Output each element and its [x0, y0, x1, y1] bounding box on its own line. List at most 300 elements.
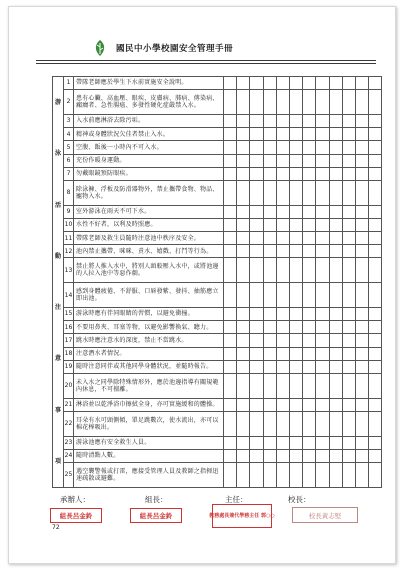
- check-cell[interactable]: [276, 114, 289, 127]
- check-cell[interactable]: [342, 90, 355, 115]
- check-cell[interactable]: [355, 347, 368, 360]
- check-cell[interactable]: [250, 398, 263, 411]
- check-cell[interactable]: [303, 321, 316, 334]
- check-cell[interactable]: [329, 77, 342, 90]
- check-cell[interactable]: [303, 360, 316, 373]
- check-cell[interactable]: [224, 347, 237, 360]
- check-cell[interactable]: [342, 114, 355, 127]
- check-cell[interactable]: [316, 334, 329, 347]
- check-cell[interactable]: [355, 77, 368, 90]
- check-cell[interactable]: [263, 449, 276, 462]
- check-cell[interactable]: [250, 360, 263, 373]
- check-cell[interactable]: [263, 258, 276, 283]
- check-cell[interactable]: [276, 128, 289, 141]
- check-cell[interactable]: [303, 141, 316, 154]
- check-cell[interactable]: [289, 308, 302, 321]
- check-cell[interactable]: [224, 232, 237, 245]
- check-cell[interactable]: [237, 114, 250, 127]
- check-cell[interactable]: [263, 334, 276, 347]
- check-cell[interactable]: [289, 232, 302, 245]
- check-cell[interactable]: [250, 154, 263, 167]
- check-cell[interactable]: [276, 463, 289, 488]
- check-cell[interactable]: [303, 90, 316, 115]
- check-cell[interactable]: [303, 232, 316, 245]
- check-cell[interactable]: [263, 321, 276, 334]
- check-cell[interactable]: [329, 167, 342, 180]
- check-cell[interactable]: [369, 308, 382, 321]
- check-cell[interactable]: [355, 411, 368, 436]
- check-cell[interactable]: [237, 436, 250, 449]
- check-cell[interactable]: [276, 449, 289, 462]
- check-cell[interactable]: [342, 167, 355, 180]
- check-cell[interactable]: [250, 128, 263, 141]
- check-cell[interactable]: [303, 373, 316, 398]
- check-cell[interactable]: [237, 463, 250, 488]
- check-cell[interactable]: [355, 258, 368, 283]
- check-cell[interactable]: [316, 205, 329, 218]
- check-cell[interactable]: [237, 258, 250, 283]
- check-cell[interactable]: [303, 436, 316, 449]
- check-cell[interactable]: [276, 180, 289, 205]
- check-cell[interactable]: [303, 398, 316, 411]
- check-cell[interactable]: [369, 77, 382, 90]
- check-cell[interactable]: [276, 308, 289, 321]
- check-cell[interactable]: [250, 141, 263, 154]
- check-cell[interactable]: [369, 321, 382, 334]
- check-cell[interactable]: [355, 463, 368, 488]
- check-cell[interactable]: [329, 373, 342, 398]
- check-cell[interactable]: [369, 283, 382, 308]
- check-cell[interactable]: [276, 167, 289, 180]
- check-cell[interactable]: [303, 463, 316, 488]
- check-cell[interactable]: [329, 347, 342, 360]
- check-cell[interactable]: [355, 180, 368, 205]
- check-cell[interactable]: [303, 283, 316, 308]
- check-cell[interactable]: [237, 90, 250, 115]
- check-cell[interactable]: [316, 258, 329, 283]
- check-cell[interactable]: [342, 232, 355, 245]
- check-cell[interactable]: [342, 141, 355, 154]
- check-cell[interactable]: [237, 321, 250, 334]
- check-cell[interactable]: [316, 114, 329, 127]
- check-cell[interactable]: [263, 205, 276, 218]
- check-cell[interactable]: [342, 154, 355, 167]
- check-cell[interactable]: [237, 232, 250, 245]
- check-cell[interactable]: [250, 218, 263, 231]
- check-cell[interactable]: [355, 449, 368, 462]
- check-cell[interactable]: [303, 114, 316, 127]
- check-cell[interactable]: [329, 180, 342, 205]
- check-cell[interactable]: [237, 245, 250, 258]
- check-cell[interactable]: [303, 258, 316, 283]
- check-cell[interactable]: [329, 308, 342, 321]
- check-cell[interactable]: [342, 360, 355, 373]
- check-cell[interactable]: [224, 167, 237, 180]
- check-cell[interactable]: [263, 141, 276, 154]
- check-cell[interactable]: [329, 411, 342, 436]
- check-cell[interactable]: [250, 245, 263, 258]
- check-cell[interactable]: [237, 334, 250, 347]
- check-cell[interactable]: [276, 77, 289, 90]
- check-cell[interactable]: [263, 411, 276, 436]
- check-cell[interactable]: [250, 167, 263, 180]
- check-cell[interactable]: [237, 180, 250, 205]
- check-cell[interactable]: [355, 360, 368, 373]
- check-cell[interactable]: [289, 245, 302, 258]
- check-cell[interactable]: [369, 167, 382, 180]
- check-cell[interactable]: [263, 463, 276, 488]
- check-cell[interactable]: [289, 347, 302, 360]
- check-cell[interactable]: [289, 141, 302, 154]
- check-cell[interactable]: [250, 436, 263, 449]
- check-cell[interactable]: [355, 141, 368, 154]
- check-cell[interactable]: [316, 167, 329, 180]
- check-cell[interactable]: [329, 90, 342, 115]
- check-cell[interactable]: [329, 360, 342, 373]
- check-cell[interactable]: [224, 128, 237, 141]
- check-cell[interactable]: [276, 436, 289, 449]
- check-cell[interactable]: [316, 308, 329, 321]
- check-cell[interactable]: [289, 258, 302, 283]
- check-cell[interactable]: [263, 308, 276, 321]
- check-cell[interactable]: [250, 114, 263, 127]
- check-cell[interactable]: [289, 321, 302, 334]
- check-cell[interactable]: [250, 321, 263, 334]
- check-cell[interactable]: [316, 245, 329, 258]
- check-cell[interactable]: [289, 436, 302, 449]
- check-cell[interactable]: [263, 436, 276, 449]
- check-cell[interactable]: [369, 360, 382, 373]
- check-cell[interactable]: [329, 218, 342, 231]
- check-cell[interactable]: [263, 154, 276, 167]
- check-cell[interactable]: [250, 347, 263, 360]
- check-cell[interactable]: [329, 141, 342, 154]
- check-cell[interactable]: [224, 436, 237, 449]
- check-cell[interactable]: [224, 398, 237, 411]
- check-cell[interactable]: [369, 347, 382, 360]
- check-cell[interactable]: [369, 154, 382, 167]
- check-cell[interactable]: [276, 283, 289, 308]
- check-cell[interactable]: [289, 463, 302, 488]
- check-cell[interactable]: [316, 347, 329, 360]
- check-cell[interactable]: [289, 449, 302, 462]
- check-cell[interactable]: [342, 128, 355, 141]
- check-cell[interactable]: [250, 232, 263, 245]
- check-cell[interactable]: [342, 436, 355, 449]
- check-cell[interactable]: [329, 245, 342, 258]
- check-cell[interactable]: [250, 411, 263, 436]
- check-cell[interactable]: [289, 373, 302, 398]
- check-cell[interactable]: [355, 205, 368, 218]
- check-cell[interactable]: [224, 114, 237, 127]
- check-cell[interactable]: [369, 398, 382, 411]
- check-cell[interactable]: [316, 218, 329, 231]
- check-cell[interactable]: [355, 398, 368, 411]
- check-cell[interactable]: [369, 114, 382, 127]
- check-cell[interactable]: [316, 398, 329, 411]
- check-cell[interactable]: [237, 411, 250, 436]
- check-cell[interactable]: [224, 218, 237, 231]
- check-cell[interactable]: [329, 154, 342, 167]
- check-cell[interactable]: [289, 180, 302, 205]
- check-cell[interactable]: [224, 411, 237, 436]
- check-cell[interactable]: [263, 167, 276, 180]
- check-cell[interactable]: [355, 308, 368, 321]
- check-cell[interactable]: [342, 373, 355, 398]
- check-cell[interactable]: [250, 449, 263, 462]
- check-cell[interactable]: [342, 308, 355, 321]
- check-cell[interactable]: [369, 258, 382, 283]
- check-cell[interactable]: [342, 77, 355, 90]
- check-cell[interactable]: [263, 360, 276, 373]
- check-cell[interactable]: [289, 154, 302, 167]
- check-cell[interactable]: [250, 205, 263, 218]
- check-cell[interactable]: [224, 321, 237, 334]
- check-cell[interactable]: [276, 334, 289, 347]
- check-cell[interactable]: [316, 154, 329, 167]
- check-cell[interactable]: [289, 90, 302, 115]
- check-cell[interactable]: [263, 398, 276, 411]
- check-cell[interactable]: [276, 232, 289, 245]
- check-cell[interactable]: [237, 167, 250, 180]
- check-cell[interactable]: [369, 463, 382, 488]
- check-cell[interactable]: [303, 205, 316, 218]
- check-cell[interactable]: [329, 205, 342, 218]
- check-cell[interactable]: [316, 77, 329, 90]
- check-cell[interactable]: [224, 360, 237, 373]
- check-cell[interactable]: [276, 398, 289, 411]
- check-cell[interactable]: [316, 90, 329, 115]
- check-cell[interactable]: [355, 334, 368, 347]
- check-cell[interactable]: [316, 283, 329, 308]
- check-cell[interactable]: [276, 258, 289, 283]
- check-cell[interactable]: [303, 334, 316, 347]
- check-cell[interactable]: [369, 128, 382, 141]
- check-cell[interactable]: [342, 449, 355, 462]
- check-cell[interactable]: [250, 334, 263, 347]
- check-cell[interactable]: [369, 232, 382, 245]
- check-cell[interactable]: [303, 308, 316, 321]
- check-cell[interactable]: [263, 128, 276, 141]
- check-cell[interactable]: [342, 180, 355, 205]
- check-cell[interactable]: [355, 167, 368, 180]
- check-cell[interactable]: [369, 449, 382, 462]
- check-cell[interactable]: [289, 77, 302, 90]
- check-cell[interactable]: [276, 218, 289, 231]
- check-cell[interactable]: [355, 232, 368, 245]
- check-cell[interactable]: [263, 283, 276, 308]
- check-cell[interactable]: [224, 463, 237, 488]
- check-cell[interactable]: [237, 373, 250, 398]
- check-cell[interactable]: [342, 321, 355, 334]
- check-cell[interactable]: [355, 436, 368, 449]
- check-cell[interactable]: [303, 180, 316, 205]
- check-cell[interactable]: [276, 321, 289, 334]
- check-cell[interactable]: [250, 90, 263, 115]
- check-cell[interactable]: [289, 398, 302, 411]
- check-cell[interactable]: [355, 218, 368, 231]
- check-cell[interactable]: [369, 334, 382, 347]
- check-cell[interactable]: [289, 114, 302, 127]
- check-cell[interactable]: [369, 218, 382, 231]
- check-cell[interactable]: [289, 411, 302, 436]
- check-cell[interactable]: [355, 128, 368, 141]
- check-cell[interactable]: [237, 205, 250, 218]
- check-cell[interactable]: [303, 128, 316, 141]
- check-cell[interactable]: [369, 411, 382, 436]
- check-cell[interactable]: [224, 90, 237, 115]
- check-cell[interactable]: [369, 141, 382, 154]
- check-cell[interactable]: [250, 77, 263, 90]
- check-cell[interactable]: [355, 245, 368, 258]
- check-cell[interactable]: [263, 218, 276, 231]
- check-cell[interactable]: [355, 154, 368, 167]
- check-cell[interactable]: [342, 398, 355, 411]
- check-cell[interactable]: [329, 114, 342, 127]
- check-cell[interactable]: [276, 360, 289, 373]
- check-cell[interactable]: [329, 283, 342, 308]
- check-cell[interactable]: [289, 218, 302, 231]
- check-cell[interactable]: [369, 436, 382, 449]
- check-cell[interactable]: [369, 90, 382, 115]
- check-cell[interactable]: [303, 77, 316, 90]
- check-cell[interactable]: [342, 205, 355, 218]
- check-cell[interactable]: [316, 232, 329, 245]
- check-cell[interactable]: [329, 258, 342, 283]
- check-cell[interactable]: [263, 77, 276, 90]
- check-cell[interactable]: [237, 449, 250, 462]
- check-cell[interactable]: [329, 128, 342, 141]
- check-cell[interactable]: [329, 334, 342, 347]
- check-cell[interactable]: [289, 360, 302, 373]
- check-cell[interactable]: [276, 154, 289, 167]
- check-cell[interactable]: [369, 245, 382, 258]
- check-cell[interactable]: [316, 373, 329, 398]
- check-cell[interactable]: [355, 283, 368, 308]
- check-cell[interactable]: [263, 180, 276, 205]
- check-cell[interactable]: [316, 128, 329, 141]
- check-cell[interactable]: [355, 90, 368, 115]
- check-cell[interactable]: [316, 180, 329, 205]
- check-cell[interactable]: [224, 180, 237, 205]
- check-cell[interactable]: [263, 347, 276, 360]
- check-cell[interactable]: [316, 321, 329, 334]
- check-cell[interactable]: [237, 154, 250, 167]
- check-cell[interactable]: [276, 347, 289, 360]
- check-cell[interactable]: [303, 218, 316, 231]
- check-cell[interactable]: [237, 347, 250, 360]
- check-cell[interactable]: [237, 128, 250, 141]
- check-cell[interactable]: [316, 411, 329, 436]
- check-cell[interactable]: [276, 141, 289, 154]
- check-cell[interactable]: [250, 258, 263, 283]
- check-cell[interactable]: [316, 436, 329, 449]
- check-cell[interactable]: [289, 128, 302, 141]
- check-cell[interactable]: [237, 141, 250, 154]
- check-cell[interactable]: [289, 283, 302, 308]
- check-cell[interactable]: [369, 180, 382, 205]
- check-cell[interactable]: [289, 167, 302, 180]
- check-cell[interactable]: [237, 77, 250, 90]
- check-cell[interactable]: [342, 334, 355, 347]
- check-cell[interactable]: [342, 258, 355, 283]
- check-cell[interactable]: [355, 373, 368, 398]
- check-cell[interactable]: [329, 232, 342, 245]
- check-cell[interactable]: [263, 373, 276, 398]
- check-cell[interactable]: [276, 373, 289, 398]
- check-cell[interactable]: [263, 245, 276, 258]
- check-cell[interactable]: [224, 373, 237, 398]
- check-cell[interactable]: [224, 77, 237, 90]
- check-cell[interactable]: [276, 205, 289, 218]
- check-cell[interactable]: [224, 334, 237, 347]
- check-cell[interactable]: [303, 347, 316, 360]
- check-cell[interactable]: [276, 245, 289, 258]
- check-cell[interactable]: [224, 141, 237, 154]
- check-cell[interactable]: [276, 90, 289, 115]
- check-cell[interactable]: [263, 114, 276, 127]
- check-cell[interactable]: [303, 449, 316, 462]
- check-cell[interactable]: [316, 449, 329, 462]
- check-cell[interactable]: [224, 205, 237, 218]
- check-cell[interactable]: [316, 463, 329, 488]
- check-cell[interactable]: [303, 154, 316, 167]
- check-cell[interactable]: [316, 141, 329, 154]
- check-cell[interactable]: [250, 180, 263, 205]
- check-cell[interactable]: [342, 218, 355, 231]
- check-cell[interactable]: [342, 463, 355, 488]
- check-cell[interactable]: [342, 411, 355, 436]
- check-cell[interactable]: [237, 308, 250, 321]
- check-cell[interactable]: [329, 436, 342, 449]
- check-cell[interactable]: [237, 360, 250, 373]
- check-cell[interactable]: [224, 308, 237, 321]
- check-cell[interactable]: [224, 283, 237, 308]
- check-cell[interactable]: [303, 411, 316, 436]
- check-cell[interactable]: [342, 347, 355, 360]
- check-cell[interactable]: [342, 245, 355, 258]
- check-cell[interactable]: [342, 283, 355, 308]
- check-cell[interactable]: [250, 283, 263, 308]
- check-cell[interactable]: [224, 245, 237, 258]
- check-cell[interactable]: [250, 308, 263, 321]
- check-cell[interactable]: [250, 463, 263, 488]
- check-cell[interactable]: [329, 398, 342, 411]
- check-cell[interactable]: [250, 373, 263, 398]
- check-cell[interactable]: [303, 167, 316, 180]
- check-cell[interactable]: [263, 90, 276, 115]
- check-cell[interactable]: [224, 154, 237, 167]
- check-cell[interactable]: [289, 334, 302, 347]
- check-cell[interactable]: [329, 321, 342, 334]
- check-cell[interactable]: [329, 463, 342, 488]
- check-cell[interactable]: [329, 449, 342, 462]
- check-cell[interactable]: [224, 258, 237, 283]
- check-cell[interactable]: [369, 205, 382, 218]
- check-cell[interactable]: [316, 360, 329, 373]
- check-cell[interactable]: [303, 245, 316, 258]
- check-cell[interactable]: [355, 321, 368, 334]
- check-cell[interactable]: [369, 373, 382, 398]
- check-cell[interactable]: [237, 398, 250, 411]
- check-cell[interactable]: [289, 205, 302, 218]
- check-cell[interactable]: [237, 283, 250, 308]
- check-cell[interactable]: [237, 218, 250, 231]
- check-cell[interactable]: [276, 411, 289, 436]
- check-cell[interactable]: [355, 114, 368, 127]
- check-cell[interactable]: [224, 449, 237, 462]
- check-cell[interactable]: [263, 232, 276, 245]
